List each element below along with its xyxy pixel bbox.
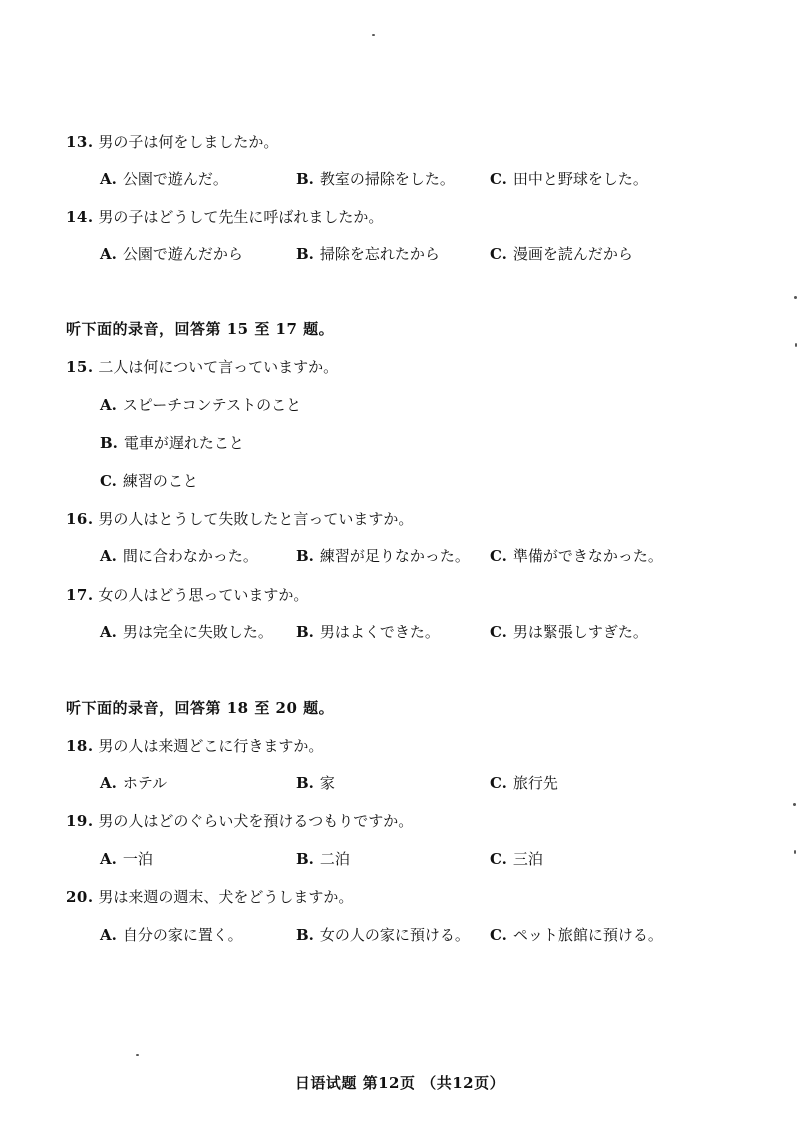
option-letter: C. <box>490 926 507 944</box>
option-17-b <box>296 621 440 642</box>
option-text: 電車が遅れたこと <box>123 434 244 452</box>
option-text: 間に合わなかった。 <box>122 547 258 565</box>
option-13-c <box>490 168 648 189</box>
option-17-a <box>100 621 273 642</box>
scan-speck <box>795 343 797 347</box>
option-text: 掃除を忘れたから <box>319 245 440 263</box>
question-text: 男の人はどのぐらい犬を預けるつもりですか。 <box>98 812 414 830</box>
page-footer: 日语试题 第12页 （共12页） <box>294 1074 506 1092</box>
question-17 <box>66 584 308 605</box>
question-text: 男の人はとうして失敗したと言っていますか。 <box>98 510 414 528</box>
question-text: 男は来週の週末、犬をどうしますか。 <box>98 888 354 906</box>
question-15 <box>66 356 338 377</box>
option-13-a <box>100 168 228 189</box>
option-15-c <box>100 470 198 491</box>
option-text: 練習が足りなかった。 <box>319 547 470 565</box>
question-number: 18. <box>66 737 94 755</box>
option-20-c <box>490 924 663 945</box>
option-15-a <box>100 394 301 415</box>
option-letter: B. <box>296 774 314 792</box>
option-text: 一泊 <box>122 850 153 868</box>
option-20-b <box>296 924 470 945</box>
option-letter: B. <box>296 547 314 565</box>
option-16-c <box>490 545 663 566</box>
option-text: ペット旅館に預ける。 <box>512 926 663 944</box>
option-18-a <box>100 772 167 793</box>
option-letter: A. <box>100 245 117 263</box>
question-text: 男の人は来週どこに行きますか。 <box>98 737 324 755</box>
option-14-b <box>296 243 440 264</box>
option-text: 田中と野球をした。 <box>512 170 648 188</box>
option-14-c <box>490 243 633 264</box>
option-15-b <box>100 432 244 453</box>
option-letter: A. <box>100 547 117 565</box>
option-19-b <box>296 848 350 869</box>
section-instruction-15-17: 听下面的录音，回答第 15 至 17 题。 <box>66 320 335 338</box>
question-number: 14. <box>66 208 94 226</box>
section-instruction-18-20: 听下面的录音，回答第 18 至 20 题。 <box>66 699 335 717</box>
option-13-b <box>296 168 455 189</box>
option-19-a <box>100 848 153 869</box>
question-18 <box>66 735 323 756</box>
question-number: 13. <box>66 133 94 151</box>
option-20-a <box>100 924 243 945</box>
option-letter: A. <box>100 170 117 188</box>
option-letter: B. <box>296 170 314 188</box>
option-16-a <box>100 545 258 566</box>
option-text: 公園で遊んだから <box>122 245 243 263</box>
option-16-b <box>296 545 470 566</box>
option-letter: C. <box>100 472 117 490</box>
option-letter: A. <box>100 850 117 868</box>
option-text: 教室の掃除をした。 <box>319 170 455 188</box>
scan-speck <box>794 850 796 854</box>
option-text: 家 <box>319 774 335 792</box>
question-13 <box>66 131 278 152</box>
option-text: スピーチコンテストのこと <box>122 396 302 414</box>
question-text: 二人は何について言っていますか。 <box>98 358 339 376</box>
scan-speck <box>136 1054 139 1056</box>
option-letter: C. <box>490 170 507 188</box>
option-letter: B. <box>296 623 314 641</box>
option-text: 女の人の家に預ける。 <box>319 926 470 944</box>
question-16 <box>66 508 413 529</box>
question-number: 16. <box>66 510 94 528</box>
option-18-b <box>296 772 335 793</box>
option-17-c <box>490 621 648 642</box>
option-letter: A. <box>100 396 117 414</box>
option-text: 二泊 <box>319 850 350 868</box>
option-letter: B. <box>296 926 314 944</box>
question-number: 19. <box>66 812 94 830</box>
question-text: 女の人はどう思っていますか。 <box>98 586 309 604</box>
option-letter: C. <box>490 547 507 565</box>
option-letter: B. <box>296 850 314 868</box>
question-text: 男の子は何をしましたか。 <box>98 133 279 151</box>
question-number: 20. <box>66 888 94 906</box>
option-text: 漫画を読んだから <box>512 245 633 263</box>
option-letter: C. <box>490 774 507 792</box>
option-letter: A. <box>100 926 117 944</box>
scan-speck <box>794 296 797 299</box>
question-text: 男の子はどうして先生に呼ばれましたか。 <box>98 208 384 226</box>
option-text: 自分の家に置く。 <box>122 926 243 944</box>
option-letter: C. <box>490 245 507 263</box>
scan-speck <box>793 803 796 806</box>
question-14 <box>66 206 383 227</box>
option-letter: C. <box>490 623 507 641</box>
option-text: 男はよくできた。 <box>319 623 440 641</box>
option-letter: A. <box>100 774 117 792</box>
option-letter: C. <box>490 850 507 868</box>
option-text: 男は完全に失敗した。 <box>122 623 273 641</box>
option-letter: A. <box>100 623 117 641</box>
question-number: 15. <box>66 358 94 376</box>
option-letter: B. <box>100 434 118 452</box>
option-text: ホテル <box>122 774 168 792</box>
option-18-c <box>490 772 558 793</box>
question-number: 17. <box>66 586 94 604</box>
option-14-a <box>100 243 243 264</box>
option-text: 準備ができなかった。 <box>512 547 663 565</box>
option-text: 三泊 <box>512 850 543 868</box>
question-20 <box>66 886 353 907</box>
option-letter: B. <box>296 245 314 263</box>
option-text: 公園で遊んだ。 <box>122 170 228 188</box>
option-19-c <box>490 848 543 869</box>
option-text: 旅行先 <box>512 774 558 792</box>
question-19 <box>66 810 413 831</box>
option-text: 男は緊張しすぎた。 <box>512 623 648 641</box>
option-text: 練習のこと <box>122 472 198 490</box>
scan-speck <box>372 34 375 36</box>
